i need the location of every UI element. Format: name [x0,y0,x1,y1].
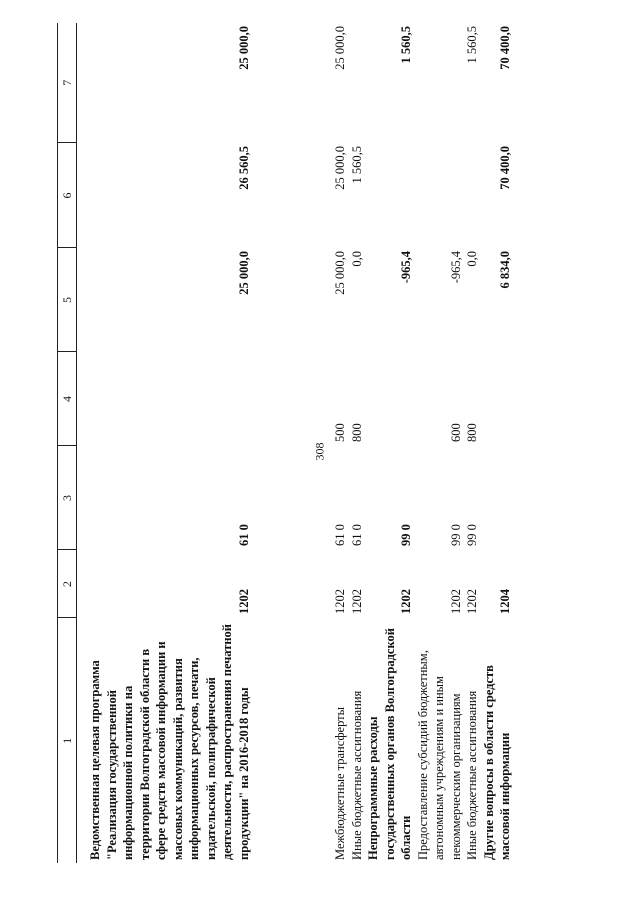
row-type: 800 [349,423,364,442]
row-target: 61 0 [236,524,251,546]
row-value-6 [365,143,415,248]
table-row [349,23,366,863]
table-row-other-media [481,23,514,863]
row-value-6: 25 000,0 [333,146,347,190]
row-section: 1202 [399,589,413,614]
table-row-program [87,23,252,863]
page-number: 308 [312,442,327,461]
row-value-7: 25 000,0 [333,26,347,70]
row-type: 800 [465,423,479,442]
row-value-5: -965,4 [448,251,463,284]
table-row-nonprogram [365,23,415,863]
header-row [58,23,77,863]
header-col-4: 4 [58,352,77,446]
header-col-3: 3 [58,446,77,550]
row-value-5: 25 000,0 [236,251,251,295]
row-section: 1202 [448,589,463,614]
row-value-7: 1 560,5 [465,26,479,64]
row-section: 1202 [333,589,347,614]
row-section: 1202 [236,589,251,614]
table-row [464,23,481,863]
row-value-6 [415,143,465,248]
row-value-7 [349,23,366,143]
row-value-5: 0,0 [465,251,479,267]
table-row [332,23,349,863]
row-type [87,352,252,446]
row-section: 1204 [498,589,512,614]
row-value-7: 25 000,0 [236,26,251,70]
row-target: 61 0 [333,524,347,546]
header-col-6: 6 [58,143,77,248]
row-name: Межбюджетные трансферты [333,706,347,860]
row-name: Иные бюджетные ассигнования [349,690,364,860]
header-col-7: 7 [58,23,77,143]
row-value-5: -965,4 [399,251,413,284]
row-type [481,352,514,446]
row-name: Непрограммные расходы государственных органов Волгоградской области [366,628,413,860]
row-value-6: 26 560,5 [236,146,251,190]
row-target: 61 0 [349,524,364,546]
row-value-7: 70 400,0 [498,26,512,70]
row-name: Предоставление субсидий бюджетным, автономным учреждениям и иным некоммерческим организациям [415,650,463,860]
row-name: Иные бюджетные ассигнования [465,690,479,860]
budget-table-container [57,23,567,863]
header-col-2: 2 [58,550,77,618]
row-value-7: 1 560,5 [399,26,413,64]
row-target: 99 0 [399,524,413,546]
row-type [365,352,415,446]
row-value-5: 25 000,0 [333,251,347,295]
row-value-6 [464,143,481,248]
row-target [481,446,514,550]
row-value-7 [415,23,465,143]
row-section: 1202 [349,589,364,614]
row-value-5: 6 834,0 [498,251,512,289]
row-target: 99 0 [448,524,463,546]
table-row [415,23,465,863]
header-col-5: 5 [58,248,77,352]
row-type: 500 [333,423,347,442]
row-type: 600 [448,423,463,442]
row-section: 1202 [465,589,479,614]
row-value-6: 70 400,0 [498,146,512,190]
header-col-1: 1 [58,618,77,863]
row-value-5: 0,0 [349,251,364,267]
row-name: Другие вопросы в области средств массовой информации [481,665,512,860]
row-name: Ведомственная целевая программа "Реализация государственной информационной политики на территории Волгоградской области в сфере средств массовой информации и массовых коммуникаций, развития информационных ресурсов, печати, издательской, полиграфической деятельности, распространения печатной продукции" на 2016-2018 годы [88,624,251,860]
row-target: 99 0 [465,524,479,546]
budget-table [57,23,514,863]
row-value-6: 1 560,5 [349,146,364,184]
